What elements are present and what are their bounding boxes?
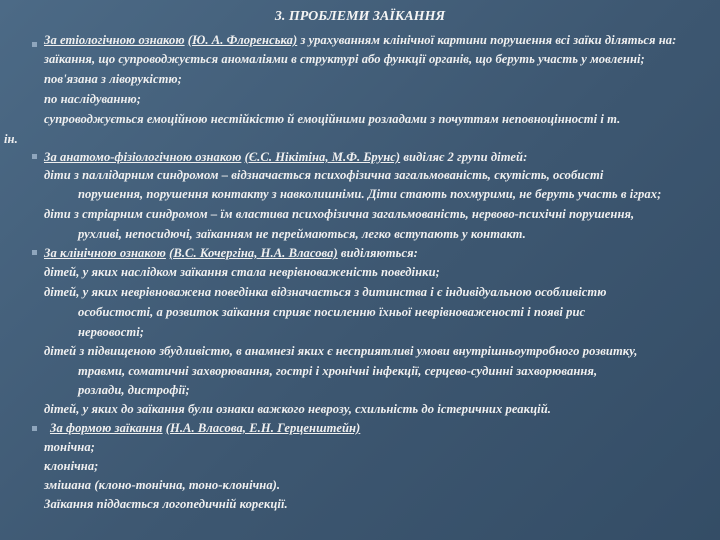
list-item: діти з паллідарним синдромом – відзначається психофізична загальмованість, скутість, особисті xyxy=(44,168,604,182)
heading-text: За клінічною ознакою xyxy=(44,246,166,260)
list-item-continuation: порушення, порушення контакту з навколишніми. Діти стають похмурими, не беруть участь в іграх; xyxy=(78,187,662,201)
list-item-continuation: рухливі, непосидючі, заїканням не переймаються, легко вступають у контакт. xyxy=(78,227,526,241)
heading-authors: (Ю. А. Флоренська) xyxy=(187,33,298,47)
list-item-continuation: розлади, дистрофії; xyxy=(78,383,190,397)
list-item: змішана (клоно-тонічна, тоно-клонічна). xyxy=(44,478,281,492)
list-item-continuation: нервовості; xyxy=(78,325,145,339)
conclusion-text: Заїкання піддається логопедичній корекції. xyxy=(44,497,288,511)
heading-authors: (В.С. Кочергіна, Н.А. Власова) xyxy=(169,246,338,260)
list-item: дітей, у яких до заїкання були ознаки важкого неврозу, схильність до істеричних реакцій. xyxy=(44,402,551,416)
heading-text: За формою заїкання xyxy=(50,421,163,435)
list-item: клонічна; xyxy=(44,459,99,473)
heading-text: За анатомо-фізіологічною ознакою xyxy=(44,150,242,164)
list-item: по наслідуванню; xyxy=(44,92,141,106)
section-heading-form xyxy=(50,420,360,436)
heading-text: За етіологічною ознакою xyxy=(44,33,185,47)
slide-title: 3. ПРОБЛЕМИ ЗАЇКАННЯ xyxy=(274,9,446,24)
list-item-continuation: особистості, а розвиток заїкання сприяє посиленню їхньої неврівноваженості і появі рис xyxy=(78,305,586,319)
bullet-marker xyxy=(32,426,37,431)
bullet-marker xyxy=(32,154,37,159)
list-item: пов'язана з ліворукістю; xyxy=(44,72,182,86)
list-item-continuation: ін. xyxy=(4,132,18,146)
list-item: дітей з підвищеною збудливістю, в анамнезі яких є несприятливі умови внутрішньоутробного розвитку, xyxy=(44,344,638,358)
list-item: супроводжується емоційною нестійкістю й емоційними розладами з почуттям неповноцінності і т. xyxy=(44,112,621,126)
list-item: заїкання, що супроводжується аномаліями в структурі або функції органів, що беруть участь у мовленні; xyxy=(44,52,645,66)
bullet-marker xyxy=(32,250,37,255)
bullet-marker xyxy=(32,42,37,47)
section-heading-anatomy xyxy=(44,149,527,165)
heading-tail: з урахуванням клінічної картини порушення всі заїки діляться на: xyxy=(297,33,677,47)
list-item: діти з стріарним синдромом – їм властива психофізична загальмованість, нервово-психічні порушення, xyxy=(44,207,635,221)
list-item: дітей, у яких наслідком заїкання стала неврівноваженість поведінки; xyxy=(44,265,440,279)
heading-tail: виділяються: xyxy=(337,246,418,260)
heading-authors: (Н.А. Власова, Е.Н. Герценштейн) xyxy=(165,421,361,435)
list-item: тонічна; xyxy=(44,440,95,454)
list-item-continuation: травми, соматичні захворювання, гострі і хронічні інфекції, серцево-судинні захворювання, xyxy=(78,364,598,378)
section-heading-etiology xyxy=(44,32,676,48)
heading-authors: (Є.С. Нікітіна, М.Ф. Брунс) xyxy=(244,150,401,164)
section-heading-clinical xyxy=(44,245,418,261)
list-item: дітей, у яких неврівноважена поведінка відзначається з дитинства і є індивідуальною особливістю xyxy=(44,285,607,299)
heading-tail: виділяє 2 групи дітей: xyxy=(400,150,528,164)
